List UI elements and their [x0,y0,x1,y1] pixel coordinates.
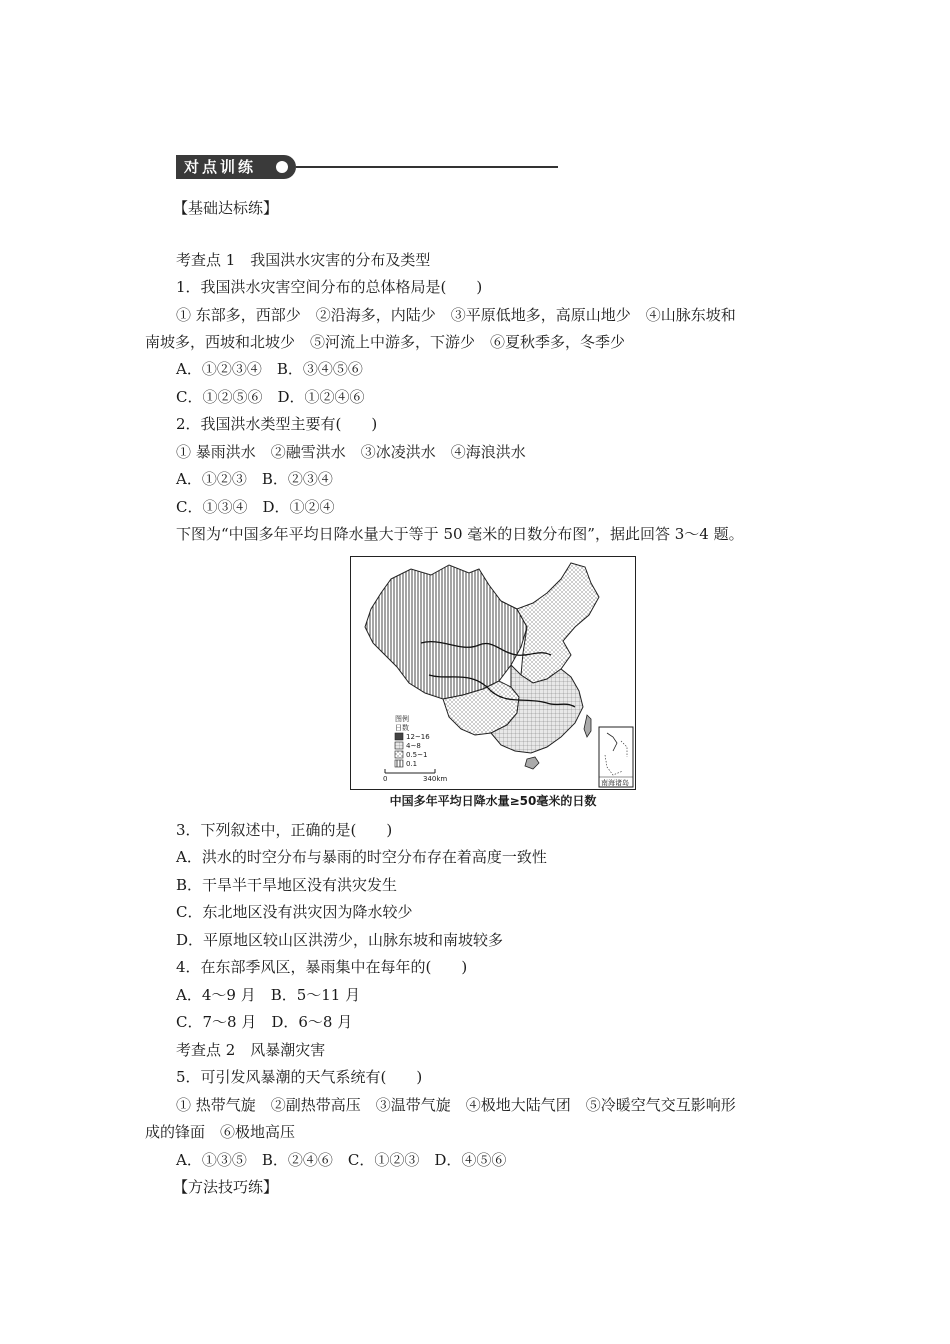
legend-title-1: 图例 [395,715,409,723]
q4-options-line-1: A．4～9 月 B．5～11 月 [176,986,361,1004]
subsection-method: 【方法技巧练】 [173,1178,279,1196]
q5-options: A．①③⑤ B．②④⑥ C．①②③ D．④⑤⑥ [176,1151,507,1169]
bullet-dot-icon [276,161,288,173]
q1-items-line-2: 南坡多，西坡和北坡少 ⑤河流上中游多，下游少 ⑥夏秋季多，冬季少 [145,333,626,351]
q1-items-line-1: ① 东部多，西部少 ②沿海多，内陆少 ③平原低地多，高原山地少 ④山脉东坡和 [176,306,736,324]
section-header-label: 对点训练 [184,158,257,176]
q5-items-line-2: 成的锋面 ⑥极地高压 [145,1123,296,1141]
q4-options-line-2: C．7～8 月 D．6～8 月 [176,1013,353,1031]
china-map-graphic [351,557,634,788]
q3-option-c: C．东北地区没有洪灾因为降水较少 [176,903,413,921]
scale-end-label: 340km [423,775,448,783]
section-header-rule [296,166,558,168]
q5-items-line-1: ① 热带气旋 ②副热带高压 ③温带气旋 ④极地大陆气团 ⑤冷暖空气交互影响形 [176,1096,736,1114]
q1-options-line-1: A．①②③④ B．③④⑤⑥ [176,360,363,378]
q3-option-a: A．洪水的时空分布与暴雨的时空分布存在着高度一致性 [176,848,547,866]
q3-stem: 3．下列叙述中，正确的是( ) [176,821,393,839]
q3-option-b: B．干旱半干旱地区没有洪灾发生 [176,876,398,894]
legend-item-4: 0.1 [406,760,418,768]
map-intro: 下图为“中国多年平均日降水量大于等于 50 毫米的日数分布图”，据此回答 3～4 题。 [176,525,744,543]
map-legend [395,733,403,767]
rainfall-map-figure [350,556,636,790]
scale-start-label: 0 [383,775,388,783]
topic-1: 考查点 1 我国洪水灾害的分布及类型 [176,251,431,269]
topic-2: 考查点 2 风暴潮灾害 [176,1041,326,1059]
q2-stem: 2．我国洪水类型主要有( ) [176,415,378,433]
legend-item-1: 12~16 [406,733,430,741]
legend-title-2: 日数 [395,724,409,732]
map-region-west [365,565,527,699]
q2-items: ① 暴雨洪水 ②融雪洪水 ③冰凌洪水 ④海浪洪水 [176,443,526,461]
inset-label: 南海诸岛 [601,779,629,787]
q4-stem: 4．在东部季风区，暴雨集中在每年的( ) [176,958,468,976]
legend-item-2: 4~8 [406,742,421,750]
map-scale-bar [385,769,435,773]
q1-options-line-2: C．①②⑤⑥ D．①②④⑥ [176,388,365,406]
q2-options-line-2: C．①③④ D．①②④ [176,498,335,516]
map-inset [599,727,633,787]
q1-stem: 1．我国洪水灾害空间分布的总体格局是( ) [176,278,483,296]
map-taiwan [584,715,591,737]
q3-option-d: D．平原地区较山区洪涝少，山脉东坡和南坡较多 [176,931,504,949]
map-caption: 中国多年平均日降水量≥50毫米的日数 [389,794,597,808]
section-header [176,155,558,179]
q2-options-line-1: A．①②③ B．②③④ [176,470,333,488]
subsection-basic: 【基础达标练】 [173,199,279,217]
legend-item-3: 0.5~1 [406,751,428,759]
map-hainan [525,757,539,769]
q5-stem: 5．可引发风暴潮的天气系统有( ) [176,1068,423,1086]
